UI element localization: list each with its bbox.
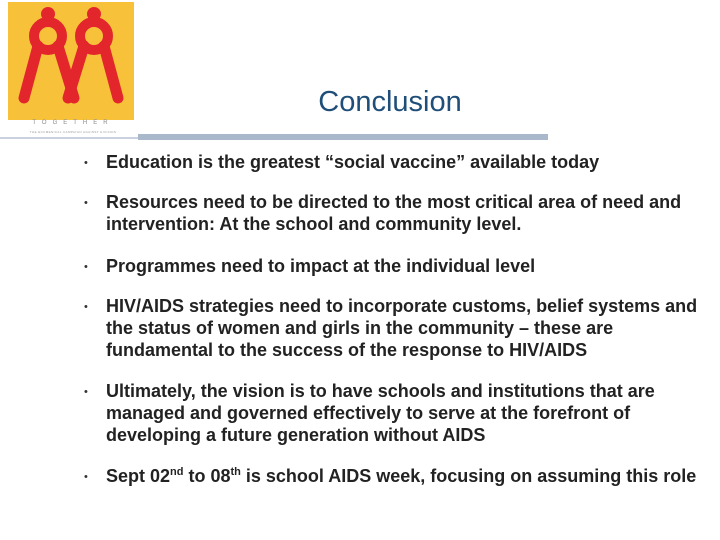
bullet-marker: • [84,157,88,169]
bullet-item [80,380,710,446]
bullet-text: Ultimately, the vision is to have schools and institutions that are managed and governed effectively to serve at the forefront of developing a future generation without AIDS [106,381,655,445]
bullet-text: Resources need to be directed to the most critical area of need and intervention: At the school and community level. [106,192,682,234]
bullet-item [80,191,710,235]
bullet-item [80,255,710,277]
title-rule-thin [0,137,140,139]
bullet-text-part: to 08 [183,466,231,486]
bullet-text: Programmes need to impact at the individual level [106,256,536,276]
bullet-marker: • [84,471,88,483]
bullet-item [80,465,710,487]
bullet-text: HIV/AIDS strategies need to incorporate customs, belief systems and the status of women and girls in the community – these are fundamental to the success of the response to HIV/AIDS [106,296,698,360]
ordinal-suffix: th [230,466,241,478]
bullet-list [80,151,710,487]
bullet-item [80,151,710,173]
bullet-item [80,295,710,361]
bullet-text-part: Sept 02 [106,466,171,486]
ordinal-suffix: nd [170,466,184,478]
bullet-marker: • [84,301,88,313]
title-rule [138,134,548,140]
logo-tagline: THE ECUMENICAL CAMPAIGN AGAINST HIV/AIDS [29,130,117,134]
bullet-marker: • [84,261,88,273]
bullet-marker: • [84,386,88,398]
bullet-marker: • [84,197,88,209]
bullet-text-part: is school AIDS week, focusing on assuming this role [240,466,697,486]
logo-wordmark: TOGETHER [32,120,114,126]
slide-title: Conclusion [318,86,462,118]
bullet-text [106,466,696,486]
aids-ribbon-icon [8,2,134,120]
ribbon-logo [4,2,138,136]
bullet-text: Education is the greatest “social vaccine” available today [106,152,600,172]
